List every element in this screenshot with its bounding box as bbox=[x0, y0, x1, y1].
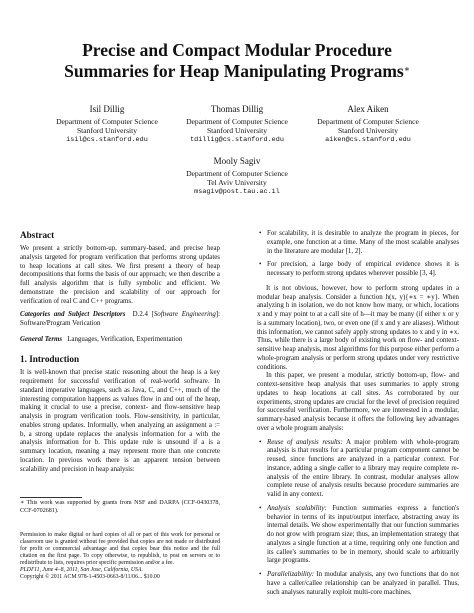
author-dept: Department of Computer Science bbox=[317, 117, 419, 126]
categories-label: Categories and Subject Descriptors bbox=[20, 311, 126, 319]
advantage-item: • Analysis scalability: Function summaries express a function's behavior in terms of its input/output interface, abstracting away its internal details. We show experimentally that our function summaries do not grow with program size; thus, an implementation strategy that analyzes a single function at a time, requiring only one function and its callee's summaries to be in memory, should scale to arbitrarily large programs. bbox=[257, 505, 459, 566]
author-block bbox=[288, 103, 448, 145]
abstract-text: We present a strictly bottom-up, summary-based, and precise heap analysis targeted for program verification that performs strong updates to heap locations at call sites. We first present a theory of heap decompositions that forms the basis of our approach; we then describe a full analysis algorithm that is fully symbolic and efficient. We demonstrate the precision and scalability of our approach for verification of real C and C++ programs. bbox=[20, 245, 220, 305]
footnote-rule bbox=[20, 497, 82, 498]
body-paragraph: It is not obvious, however, how to perform strong updates in a modular heap analysis. Consider a function h(x, y){∗x = ∗y}. When analyzing h in isolation, we do not know how many, or which, locations x and y may point to at a call site of h—it may be many (if either x or y is a summary location), two, or even one (if x and y are aliases). Without this information, we cannot safely apply strong updates to x and y in ∗x. Thus, while there is a large body of existing work on flow- and context-sensitive heap analysis, most algorithms for this purpose either perform a whole-program analysis or perform strong updates under very restrictive conditions. bbox=[257, 284, 459, 371]
advantage-item: • Parallelizability: In modular analysis, any two functions that do not have a caller/callee relationship can be analyzed in parallel. Thus, such analyses naturally exploit multi-core machines. bbox=[257, 571, 459, 597]
venue-line: PLDI'11, June 4–8, 2011, San Jose, California, USA. bbox=[20, 567, 143, 573]
bullet-item: • For precision, a large body of empirical evidence shows it is necessary to perform strong updates wherever possible [3, 4]. bbox=[257, 261, 459, 279]
author-univ: Stanford University bbox=[337, 126, 399, 136]
right-column bbox=[257, 230, 459, 603]
author-name: Thomas Dillig bbox=[210, 104, 264, 114]
author-email: aiken@cs.stanford.edu bbox=[325, 135, 411, 144]
general-terms-line: General Terms Languages, Verification, Experimentation bbox=[20, 335, 183, 343]
author-email: tdillig@cs.stanford.edu bbox=[190, 135, 284, 144]
bullet-list bbox=[257, 230, 459, 279]
advantage-label: Reuse of analysis results: bbox=[267, 438, 343, 446]
title-line-1: Precise and Compact Modular Procedure bbox=[82, 40, 392, 60]
title-footnote-marker: ∗ bbox=[403, 64, 410, 74]
bullet-item: • For scalability, it is desirable to analyze the program in pieces, for example, one function at a time. Many of the most scalable analyses in the literature are modular [1, 2]. bbox=[257, 230, 459, 256]
advantage-label: Analysis scalability: bbox=[267, 504, 327, 512]
copyright-line: Copyright © 2011 ACM 978-1-4503-0663-8/11/06... $10.00 bbox=[20, 574, 160, 580]
author-dept: Department of Computer Science bbox=[186, 117, 288, 126]
advantage-item: • Reuse of analysis results: A major problem with whole-program analysis is that results for a particular program component cannot be reused, since functions are analyzed in a particular context. For instance, adding a single caller to a library may require complete re-analysis of the entire library. In contrast, modular analyses allow complete reuse of analysis results because procedure summaries are valid in any context. bbox=[257, 439, 459, 500]
author-name: Mooly Sagiv bbox=[213, 156, 261, 166]
author-email: msagiv@post.tau.ac.il bbox=[194, 187, 280, 196]
funding-footnote: ∗ This work was supported by grants from NSF and DARPA (CCF-0430378, CCF-0702681). bbox=[20, 500, 220, 514]
body-paragraph: In this paper, we present a modular, strictly bottom-up, flow- and context-sensitive heap analysis that uses summaries to apply strong updates to heap locations at call sites. As corroborated by our experiments, strong updates are crucial for the level of precision required for successful verification. Furthermore, we are interested in a modular, summary-based analysis because it offers the following key advantages over a whole program analysis: bbox=[257, 372, 459, 432]
abstract-heading: Abstract bbox=[20, 230, 55, 240]
general-terms-label: General Terms bbox=[20, 335, 63, 343]
author-univ: Stanford University bbox=[206, 126, 268, 136]
author-univ: Stanford University bbox=[76, 126, 138, 136]
title-line-2: Summaries for Heap Manipulating Programs∗ bbox=[64, 61, 410, 81]
intro-heading: 1. Introduction bbox=[20, 354, 80, 365]
author-email: isil@cs.stanford.edu bbox=[66, 135, 148, 144]
permission-notice bbox=[20, 532, 220, 581]
author-name: Isil Dillig bbox=[89, 104, 125, 114]
left-column bbox=[20, 230, 220, 474]
advantages-list bbox=[257, 439, 459, 598]
author-dept: Department of Computer Science bbox=[56, 117, 158, 126]
paper-title bbox=[0, 40, 474, 82]
author-block bbox=[157, 155, 317, 197]
author-univ: Tel Aviv University bbox=[207, 178, 267, 188]
author-name: Alex Aiken bbox=[347, 104, 389, 114]
intro-paragraph: It is well-known that precise static reasoning about the heap is a key requirement for successful verification of real-world software. In standard imperative languages, such as Java, C, and C++, much of the interesting computation happens as values flow in and out of the heap, making it crucial to use a precise, context- and flow-sensitive heap analysis in program verification tools. Flow-sensitivity, in particular, enables strong updates. Informally, when analyzing an assignment a := b, a strong update replaces the analysis information for a with the analysis information for b. This update rule is unsound if a is a summary location, meaning a may represent more than one concrete location. In previous work there is an apparent tension between scalability and precision in heap analysis: bbox=[20, 369, 220, 473]
advantage-label: Parallelizability: bbox=[267, 571, 315, 578]
author-dept: Department of Computer Science bbox=[186, 169, 288, 178]
categories-line: Categories and Subject Descriptors D.2.4 [Software Engineering]: Software/Program Verication bbox=[20, 311, 220, 327]
permission-text: Permission to make digital or hard copies of all or part of this work for personal or classroom use is granted without fee provided that copies are not made or distributed for profit or commercial advantage and that copies bear this notice and the full citation on the first page. To copy otherwise, to republish, to post on servers or to redistribute to lists, requires prior specific permission and/or a fee. bbox=[20, 532, 220, 566]
